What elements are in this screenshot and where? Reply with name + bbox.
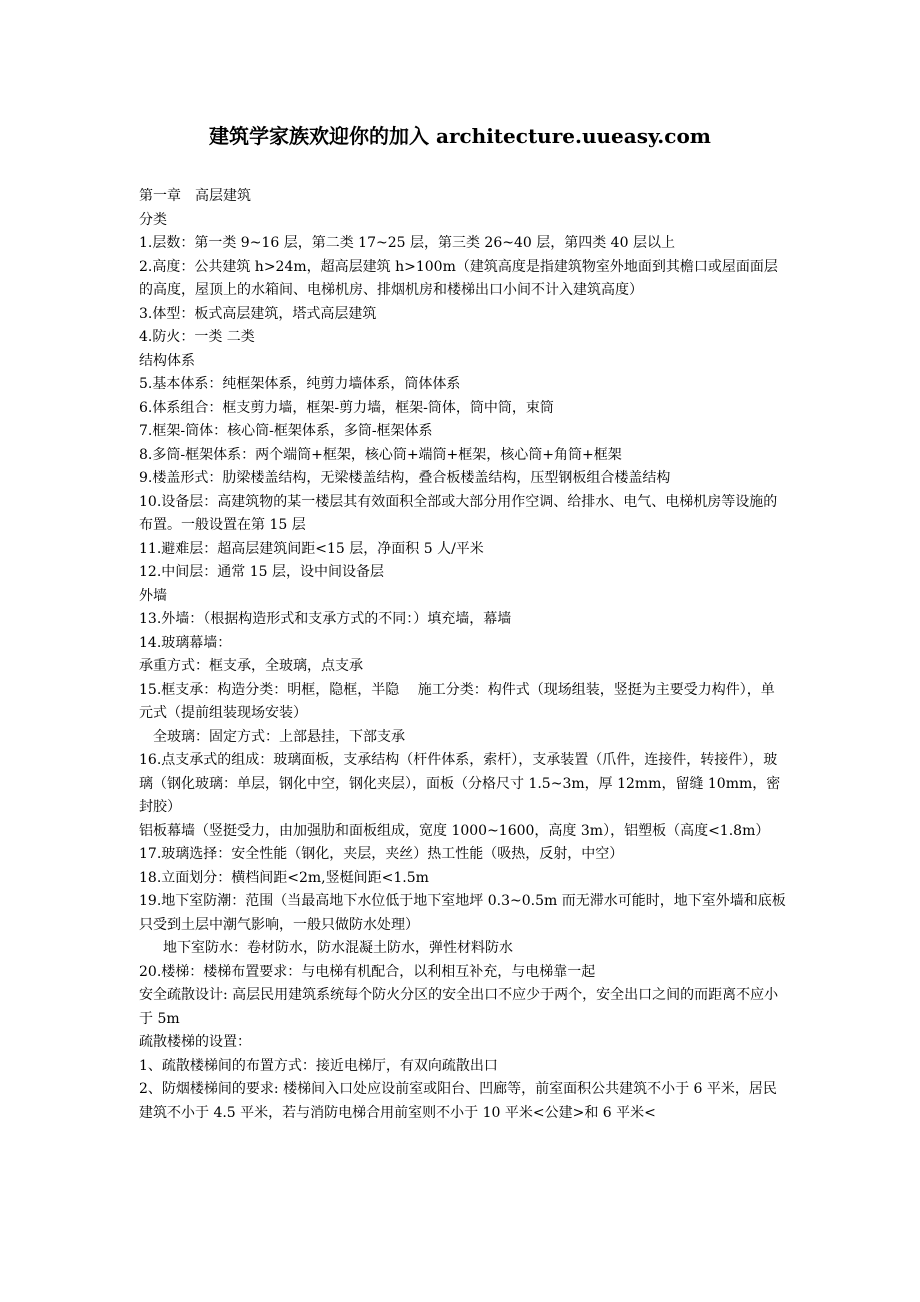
- text-line: 承重方式：框支承，全玻璃，点支承: [139, 658, 363, 674]
- text-line: 11.避难层：超高层建筑间距<15 层，净面积 5 人/平米: [139, 540, 484, 557]
- text-line: 第一章 高层建筑: [139, 188, 251, 204]
- text-line: 19.地下室防潮：范围（当最高地下水位低于地下室地坪 0.3~0.5m 而无滞水可能时，地下室外墙和底板只受到土层中潮气影响，一般只做防水处理）: [139, 893, 786, 933]
- text-line: 8.多筒-框架体系：两个端筒+框架，核心筒+端筒+框架，核心筒+角筒+框架: [139, 446, 622, 463]
- text-line: 全玻璃：固定方式：上部悬挂，下部支承: [153, 728, 405, 745]
- text-line: 疏散楼梯的设置：: [139, 1034, 251, 1050]
- text-line: 20.楼梯：楼梯布置要求：与电梯有机配合，以利相互补充，与电梯靠一起: [139, 963, 596, 980]
- text-line: 9.楼盖形式：肋梁楼盖结构，无梁楼盖结构，叠合板楼盖结构，压型钢板组合楼盖结构: [139, 470, 671, 486]
- text-line: 7.框架-筒体：核心筒-框架体系，多筒-框架体系: [139, 423, 433, 439]
- text-line: 15.框支承：构造分类：明框，隐框，半隐 施工分类：构件式（现场组装，竖挺为主要受力构件），单元式（提前组装现场安装）: [139, 681, 775, 721]
- text-line: 6.体系组合：框支剪力墙，框架-剪力墙，框架-筒体，筒中筒，束筒: [139, 399, 554, 416]
- text-line: 2.高度：公共建筑 h>24m，超高层建筑 h>100m（建筑高度是指建筑物室外地面到其檐口或屋面面层的高度，屋顶上的水箱间、电梯机房、排烟机房和楼梯出口小间不计入建筑高度）: [139, 258, 778, 298]
- document-title: 建筑学家族欢迎你的加入 architecture.uueasy.com: [209, 124, 711, 148]
- text-line: 18.立面划分：横档间距<2m,竖梃间距<1.5m: [139, 869, 429, 886]
- text-line: 1.层数：第一类 9~16 层，第二类 17~25 层，第三类 26~40 层，第四类 40 层以上: [139, 235, 675, 251]
- document-body: [139, 185, 787, 1125]
- text-line: 分类: [139, 211, 167, 228]
- text-line: 17.玻璃选择：安全性能（钢化，夹层，夹丝）热工性能（吸热，反射，中空）: [139, 846, 624, 862]
- text-line: 安全疏散设计: 高层民用建筑系统每个防火分区的安全出口不应少于两个，安全出口之间的而距离不应小于 5m: [139, 987, 779, 1027]
- text-line: 地下室防水：卷材防水，防水混凝土防水，弹性材料防水: [163, 940, 513, 956]
- text-line: 10.设备层：高建筑物的某一楼层其有效面积全部或大部分用作空调、给排水、电气、电梯机房等设施的布置。一般设置在第 15 层: [139, 493, 778, 533]
- text-line: 结构体系: [139, 352, 195, 369]
- text-line: 2、防烟楼梯间的要求: 楼梯间入口处应设前室或阳台、凹廊等，前室面积公共建筑不小于 6 平米，居民建筑不小于 4.5 平米，若与消防电梯合用前室则不小于 10 平米<公建>和 6 平米<: [139, 1081, 777, 1121]
- text-line: 16.点支承式的组成：玻璃面板，支承结构（杆件体系，索杆），支承装置（爪件，连接件，转接件），玻璃（钢化玻璃：单层，钢化中空，钢化夹层），面板（分格尺寸 1.5~3m，厚 12mm，留缝 10mm，密封胶）: [139, 752, 781, 815]
- text-line: 13.外墙：（根据构造形式和支承方式的不同：）填充墙，幕墙: [139, 611, 512, 627]
- text-line: 1、疏散楼梯间的布置方式：接近电梯厅，有双向疏散出口: [139, 1057, 498, 1074]
- text-line: 4.防火：一类 二类: [139, 329, 255, 345]
- text-line: 外墙: [139, 587, 167, 604]
- text-line: 12.中间层：通常 15 层，设中间设备层: [139, 564, 384, 580]
- text-line: 3.体型：板式高层建筑，塔式高层建筑: [139, 305, 377, 322]
- text-line: 5.基本体系：纯框架体系，纯剪力墙体系，筒体体系: [139, 376, 461, 392]
- text-line: 14.玻璃幕墙：: [139, 634, 232, 651]
- text-line: 铝板幕墙（竖挺受力，由加强肋和面板组成，宽度 1000~1600，高度 3m），铝塑板（高度<1.8m）: [139, 822, 770, 839]
